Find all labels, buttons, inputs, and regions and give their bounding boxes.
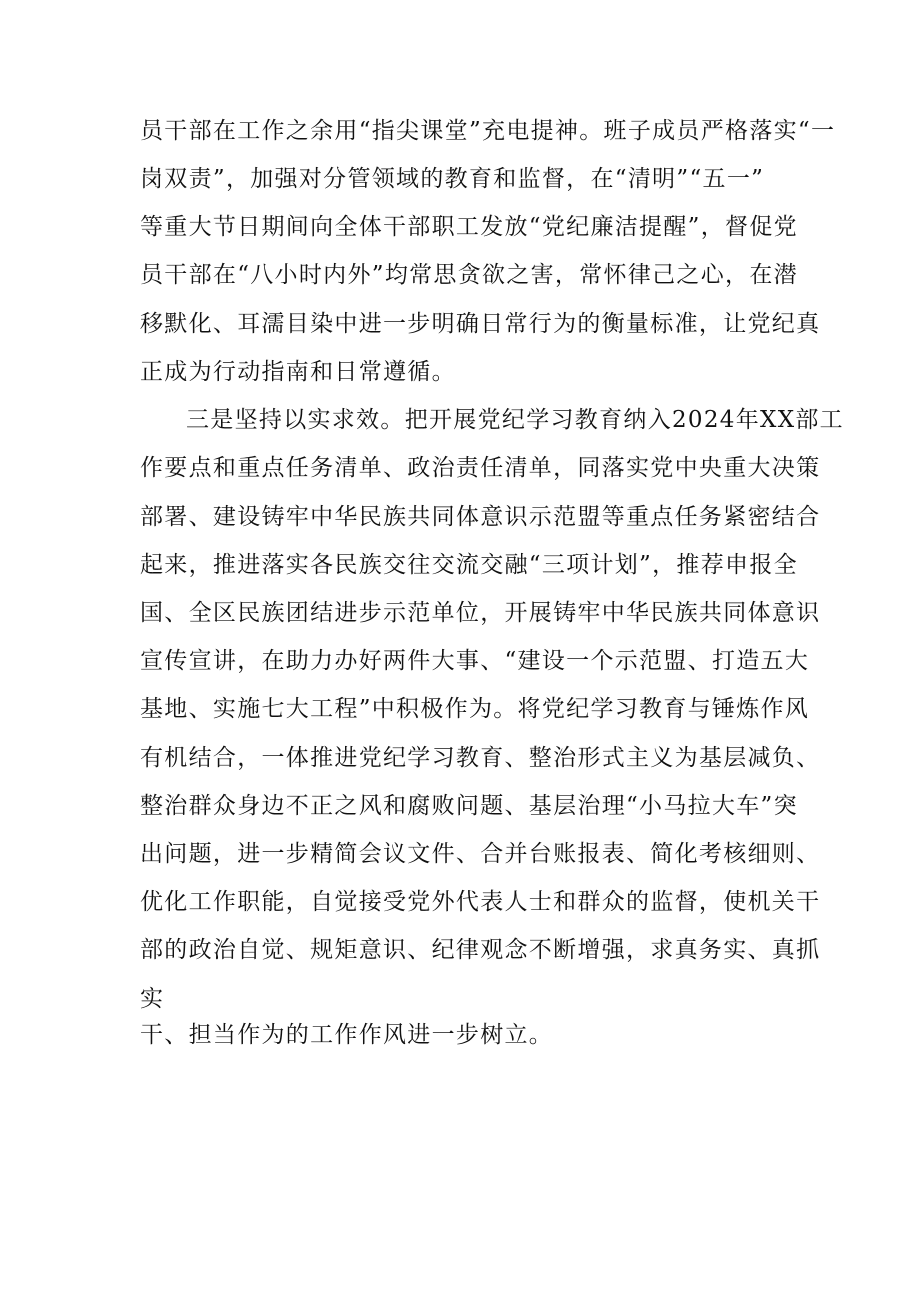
text-line: 等重大节日期间向全体干部职工发放“党纪廉洁提醒”，督促党 <box>140 214 798 240</box>
text-line: 部署、建设铸牢中华民族共同体意识示范盟等重点任务紧密结合 <box>140 504 821 530</box>
text-line: 有机结合，一体推进党纪学习教育、整治形式主义为基层减负、 <box>140 745 821 771</box>
text-line: 起来，推进落实各民族交往交流交融“三项计划”，推荐申报全 <box>140 552 798 578</box>
text-line: 移默化、耳濡目染中进一步明确日常行为的衡量标准，让党纪真 <box>140 311 821 337</box>
text-line: 员干部在“八小时内外”均常思贪欲之害，常怀律己之心，在潜 <box>140 262 798 288</box>
text-line: 整治群众身边不正之风和腐败问题、基层治理“小马拉大车”突 <box>140 793 798 819</box>
text-line: 正成为行动指南和日常遵循。 <box>140 359 456 385</box>
text-line: 出问题，进一步精简会议文件、合并台账报表、简化考核细则、 <box>140 841 821 867</box>
text-line: 国、全区民族团结进步示范单位，开展铸牢中华民族共同体意识 <box>140 600 821 626</box>
text-line: 干、担当作为的工作作风进一步树立。 <box>140 1022 554 1048</box>
paragraph-first-line: 三是坚持以实求效。把开展党纪学习教育纳入2024年XX部工 <box>186 407 844 433</box>
text-line: 基地、实施七大工程”中积极作为。将党纪学习教育与锤炼作风 <box>140 696 810 722</box>
text-line: 优化工作职能，自觉接受党外代表人士和群众的监督，使机关干 <box>140 889 821 915</box>
text-line: 作要点和重点任务清单、政治责任清单，同落实党中央重大决策 <box>140 455 821 481</box>
text-line: 实 <box>140 986 165 1012</box>
text-line: 员干部在工作之余用“指尖课堂”充电提神。班子成员严格落实“一 <box>140 118 836 144</box>
text-line: 宣传宣讲，在助力办好两件大事、“建设一个示范盟、打造五大 <box>140 648 810 674</box>
text-line: 部的政治自觉、规矩意识、纪律观念不断增强，求真务实、真抓 <box>140 937 821 963</box>
text-line: 岗双责”，加强对分管领域的教育和监督，在“清明”“五一” <box>140 166 765 192</box>
